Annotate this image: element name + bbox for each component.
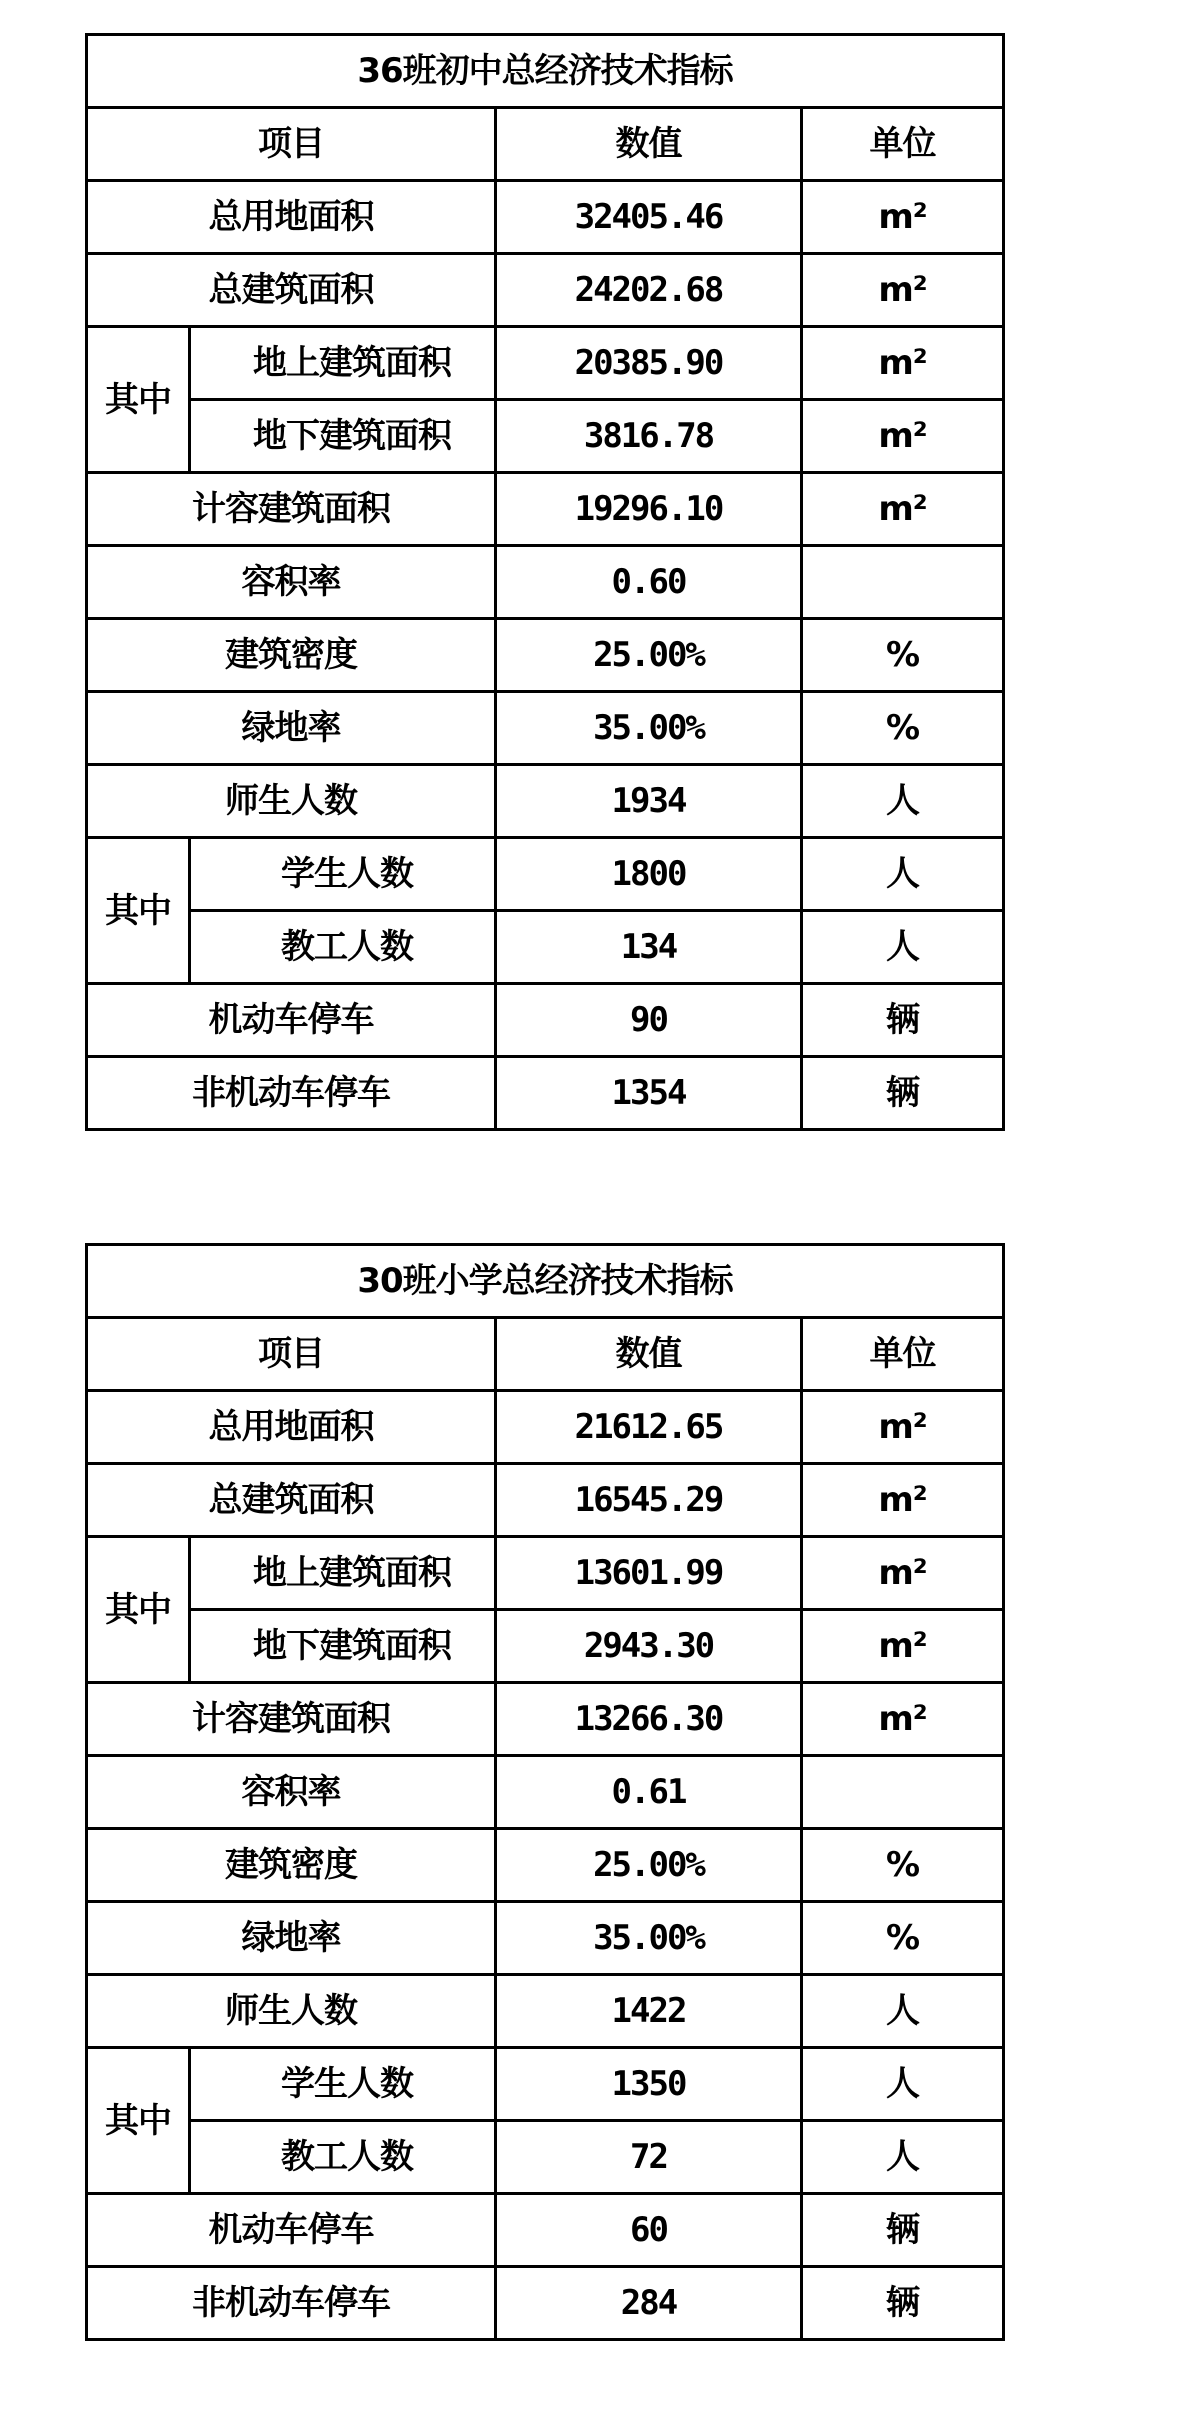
table-row xyxy=(87,838,1004,911)
row-value: 19296.10 xyxy=(496,473,802,546)
row-unit: m² xyxy=(802,1610,1004,1683)
row-value: 72 xyxy=(496,2121,802,2194)
row-value: 13266.30 xyxy=(496,1683,802,1756)
row-unit: 辆 xyxy=(802,984,1004,1057)
row-unit: % xyxy=(802,1829,1004,1902)
row-label: 计容建筑面积 xyxy=(87,1683,496,1756)
row-value: 134 xyxy=(496,911,802,984)
row-unit: m² xyxy=(802,181,1004,254)
header-item: 项目 xyxy=(87,108,496,181)
table-row xyxy=(87,1683,1004,1756)
row-unit: % xyxy=(802,692,1004,765)
row-value: 21612.65 xyxy=(496,1391,802,1464)
table-row xyxy=(87,1975,1004,2048)
table-title-row xyxy=(87,35,1004,108)
row-value: 1422 xyxy=(496,1975,802,2048)
row-value: 20385.90 xyxy=(496,327,802,400)
primary-school-indicators-table xyxy=(85,1243,1005,2341)
table-title: 36班初中总经济技术指标 xyxy=(87,35,1004,108)
row-value: 25.00% xyxy=(496,1829,802,1902)
row-label: 地上建筑面积 xyxy=(190,327,496,400)
table-row xyxy=(87,1829,1004,1902)
table-row xyxy=(87,2048,1004,2121)
row-value: 1800 xyxy=(496,838,802,911)
row-unit: 人 xyxy=(802,838,1004,911)
row-label: 地上建筑面积 xyxy=(190,1537,496,1610)
header-unit: 单位 xyxy=(802,108,1004,181)
row-unit: m² xyxy=(802,327,1004,400)
row-unit: 人 xyxy=(802,2121,1004,2194)
row-value: 32405.46 xyxy=(496,181,802,254)
row-value: 25.00% xyxy=(496,619,802,692)
table-row xyxy=(87,546,1004,619)
row-unit: 人 xyxy=(802,2048,1004,2121)
row-label: 地下建筑面积 xyxy=(190,400,496,473)
group-label: 其中 xyxy=(87,838,190,984)
group-label: 其中 xyxy=(87,327,190,473)
table-row xyxy=(87,1756,1004,1829)
table-row xyxy=(87,2194,1004,2267)
row-label: 学生人数 xyxy=(190,2048,496,2121)
table-row xyxy=(87,984,1004,1057)
row-unit xyxy=(802,546,1004,619)
row-value: 60 xyxy=(496,2194,802,2267)
row-label: 学生人数 xyxy=(190,838,496,911)
row-value: 35.00% xyxy=(496,1902,802,1975)
row-label: 非机动车停车 xyxy=(87,2267,496,2340)
row-label: 总用地面积 xyxy=(87,1391,496,1464)
row-label: 师生人数 xyxy=(87,1975,496,2048)
row-unit: m² xyxy=(802,1683,1004,1756)
row-unit: m² xyxy=(802,1537,1004,1610)
row-label: 总用地面积 xyxy=(87,181,496,254)
row-label: 建筑密度 xyxy=(87,619,496,692)
table-header-row xyxy=(87,1318,1004,1391)
row-unit: m² xyxy=(802,1391,1004,1464)
row-label: 机动车停车 xyxy=(87,2194,496,2267)
group-label: 其中 xyxy=(87,1537,190,1683)
row-value: 0.60 xyxy=(496,546,802,619)
header-value: 数值 xyxy=(496,108,802,181)
row-value: 3816.78 xyxy=(496,400,802,473)
row-unit: % xyxy=(802,619,1004,692)
row-value: 2943.30 xyxy=(496,1610,802,1683)
row-value: 1350 xyxy=(496,2048,802,2121)
row-unit: 人 xyxy=(802,1975,1004,2048)
middle-school-indicators-table xyxy=(85,33,1005,1131)
row-label: 教工人数 xyxy=(190,911,496,984)
row-value: 35.00% xyxy=(496,692,802,765)
row-label: 建筑密度 xyxy=(87,1829,496,1902)
header-value: 数值 xyxy=(496,1318,802,1391)
row-value: 1934 xyxy=(496,765,802,838)
group-label: 其中 xyxy=(87,2048,190,2194)
row-unit: 辆 xyxy=(802,2267,1004,2340)
row-unit: 人 xyxy=(802,765,1004,838)
table-row xyxy=(87,1391,1004,1464)
header-item: 项目 xyxy=(87,1318,496,1391)
table-row xyxy=(87,1464,1004,1537)
row-unit: m² xyxy=(802,400,1004,473)
table-title-row xyxy=(87,1245,1004,1318)
row-value: 24202.68 xyxy=(496,254,802,327)
row-label: 机动车停车 xyxy=(87,984,496,1057)
row-value: 90 xyxy=(496,984,802,1057)
row-unit: m² xyxy=(802,473,1004,546)
row-unit: 辆 xyxy=(802,1057,1004,1130)
table-row xyxy=(87,473,1004,546)
table-row xyxy=(87,1610,1004,1683)
row-unit: 人 xyxy=(802,911,1004,984)
table-row xyxy=(87,911,1004,984)
table-title: 30班小学总经济技术指标 xyxy=(87,1245,1004,1318)
table-row xyxy=(87,254,1004,327)
row-value: 16545.29 xyxy=(496,1464,802,1537)
table-row xyxy=(87,400,1004,473)
row-unit xyxy=(802,1756,1004,1829)
table-row xyxy=(87,765,1004,838)
row-label: 地下建筑面积 xyxy=(190,1610,496,1683)
table-row xyxy=(87,1057,1004,1130)
header-unit: 单位 xyxy=(802,1318,1004,1391)
table-row xyxy=(87,2121,1004,2194)
row-unit: m² xyxy=(802,254,1004,327)
row-label: 总建筑面积 xyxy=(87,254,496,327)
row-label: 总建筑面积 xyxy=(87,1464,496,1537)
row-value: 1354 xyxy=(496,1057,802,1130)
row-unit: 辆 xyxy=(802,2194,1004,2267)
row-label: 计容建筑面积 xyxy=(87,473,496,546)
row-label: 容积率 xyxy=(87,1756,496,1829)
table-row xyxy=(87,181,1004,254)
row-label: 师生人数 xyxy=(87,765,496,838)
row-value: 0.61 xyxy=(496,1756,802,1829)
row-value: 13601.99 xyxy=(496,1537,802,1610)
table-row xyxy=(87,2267,1004,2340)
table-row xyxy=(87,327,1004,400)
row-label: 绿地率 xyxy=(87,1902,496,1975)
table-row xyxy=(87,692,1004,765)
row-label: 绿地率 xyxy=(87,692,496,765)
row-label: 教工人数 xyxy=(190,2121,496,2194)
table-row xyxy=(87,1902,1004,1975)
table-row xyxy=(87,619,1004,692)
table-row xyxy=(87,1537,1004,1610)
row-label: 容积率 xyxy=(87,546,496,619)
table-header-row xyxy=(87,108,1004,181)
row-unit: m² xyxy=(802,1464,1004,1537)
row-value: 284 xyxy=(496,2267,802,2340)
row-label: 非机动车停车 xyxy=(87,1057,496,1130)
row-unit: % xyxy=(802,1902,1004,1975)
